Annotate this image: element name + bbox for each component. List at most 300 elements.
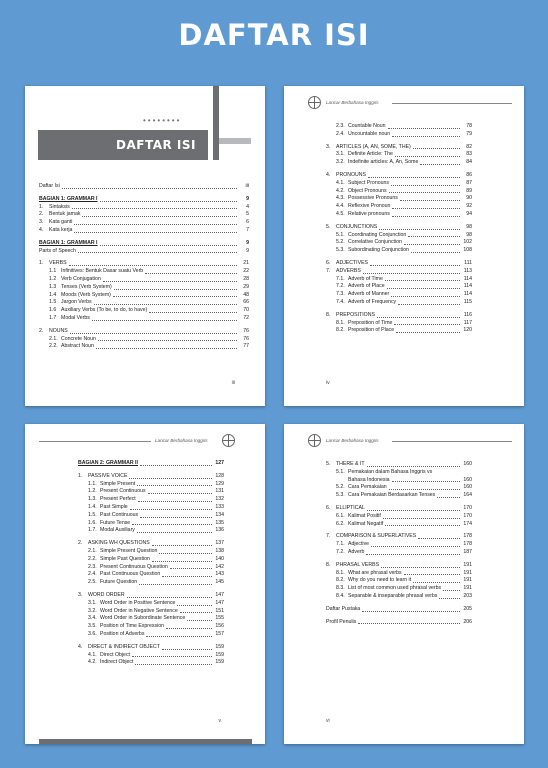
toc-row — [326, 159, 472, 167]
toc-leader-dots — [363, 273, 460, 274]
toc-leader-dots — [70, 333, 237, 334]
toc-leader-dots — [396, 332, 460, 333]
toc-row-number: 6.1. — [336, 512, 345, 519]
toc-page-1 — [25, 86, 265, 406]
toc-row-page: 140 — [215, 555, 224, 562]
toc-row-number: 1. — [39, 203, 44, 210]
toc-row-number: 2. — [39, 327, 44, 334]
toc-row-number: 7. — [326, 267, 331, 274]
toc-row — [326, 505, 472, 513]
toc-row-number: 1.2 — [49, 275, 57, 282]
toc-row-label: NOUNS — [49, 327, 68, 334]
toc-row — [326, 562, 472, 570]
toc-row-number: 1.5. — [88, 511, 97, 518]
toc-row-label: VERBS — [49, 260, 67, 267]
toc-row-number: 2.4. — [336, 130, 345, 137]
toc-row-number: 7.1. — [336, 541, 345, 548]
toc-leader-dots — [82, 216, 237, 217]
toc-row-page: 147 — [215, 599, 224, 606]
toc-row-page: 203 — [463, 592, 472, 599]
toc-row — [326, 195, 472, 203]
toc-row-number: 8. — [326, 311, 331, 318]
toc-leader-dots — [100, 201, 237, 202]
toc-row-page: 76 — [243, 335, 249, 342]
toc-row-page: 89 — [466, 187, 472, 194]
toc-row — [39, 276, 249, 284]
toc-row-number: 1.7. — [88, 527, 97, 534]
toc-leader-dots — [177, 605, 212, 606]
toc-row-label: BAGIAN 1: GRAMMAR I — [39, 239, 98, 246]
toc-leader-dots — [389, 489, 460, 490]
toc-row — [39, 204, 249, 212]
toc-leader-dots — [439, 598, 460, 599]
header-rule — [39, 441, 151, 442]
toc-row — [326, 570, 472, 578]
toc-leader-dots — [367, 466, 460, 467]
toc-row-number: 5.1. — [336, 231, 345, 238]
toc-leader-dots — [187, 620, 212, 621]
toc-leader-dots — [113, 296, 237, 297]
toc-leader-dots — [371, 546, 460, 547]
toc-page-4 — [284, 424, 524, 744]
toc-list — [284, 123, 524, 335]
toc-row — [78, 527, 224, 535]
toc-leader-dots — [387, 288, 460, 289]
toc-row-page: 157 — [215, 630, 224, 637]
toc-row-label: Present Perfect — [100, 496, 136, 503]
toc-row-number: 3. — [326, 143, 331, 150]
toc-row-label: Simple Present — [100, 480, 136, 487]
toc-leader-dots — [367, 510, 460, 511]
toc-leader-dots — [137, 532, 212, 533]
toc-row — [326, 239, 472, 247]
toc-row — [39, 240, 249, 248]
toc-leader-dots — [127, 597, 212, 598]
toc-row-label: Word Order in Negative Sentence — [100, 607, 178, 614]
toc-row — [78, 548, 224, 556]
toc-row-page: 9 — [246, 247, 249, 254]
toc-row — [326, 232, 472, 240]
toc-row-number: 3.2. — [88, 607, 97, 614]
page-number: v — [218, 718, 221, 724]
toc-leader-dots — [381, 567, 460, 568]
toc-row — [326, 606, 472, 614]
toc-leader-dots — [129, 478, 212, 479]
toc-leader-dots — [408, 236, 460, 237]
toc-leader-dots — [389, 192, 460, 193]
page-number: iii — [231, 380, 235, 386]
toc-row-label: Profil Penulis — [326, 618, 357, 625]
toc-row-number: 5.3. — [336, 247, 345, 254]
toc-row — [78, 512, 224, 520]
toc-row-page: 178 — [463, 541, 472, 548]
toc-row — [326, 549, 472, 557]
toc-row-label: Sintaksis — [49, 203, 70, 210]
toc-row-label: ELLIPTICAL — [336, 504, 365, 511]
toc-row-page: 9 — [246, 195, 249, 202]
toc-row-number: 5.2. — [336, 239, 345, 246]
toc-row-label: Kata kerja — [49, 226, 73, 233]
globe-logo-icon — [308, 96, 321, 109]
toc-row-page: 7 — [246, 226, 249, 233]
toc-row-label: Bahasa Indonesia — [348, 476, 390, 483]
running-head: Lancar Berbahasa Inggris — [326, 438, 379, 443]
toc-row-number: 2.3. — [88, 563, 97, 570]
toc-row-page: 111 — [464, 259, 472, 266]
toc-row-label: Countable Noun — [348, 123, 386, 129]
toc-leader-dots — [443, 590, 460, 591]
toc-leader-dots — [418, 538, 460, 539]
toc-row — [39, 248, 249, 256]
toc-row — [326, 521, 472, 529]
toc-row-number: 1.7 — [49, 314, 57, 321]
toc-row-label: PASSIVE VOICE — [88, 472, 128, 479]
toc-row-label: Kalimat Negatif — [348, 520, 384, 527]
toc-row-label: PHRASAL VERBS — [336, 561, 380, 568]
toc-row-page: 160 — [463, 484, 472, 491]
toc-row-number: 1.6 — [49, 307, 57, 314]
decorative-horizontal-bar — [219, 138, 251, 144]
toc-leader-dots — [370, 265, 460, 266]
toc-leader-dots — [145, 273, 237, 274]
toc-leader-dots — [391, 296, 460, 297]
toc-leader-dots — [400, 200, 460, 201]
toc-leader-dots — [98, 340, 237, 341]
toc-row-page: 191 — [463, 569, 472, 576]
toc-leader-dots — [420, 164, 460, 165]
toc-row-number: 4.5. — [336, 210, 345, 217]
toc-row-page: 131 — [215, 488, 224, 495]
toc-row-page: 145 — [215, 579, 224, 586]
toc-row-page: 191 — [463, 585, 472, 592]
toc-row-label: Preposition of Place — [348, 327, 395, 334]
toc-leader-dots — [78, 252, 237, 253]
toc-row-label: Past Simple — [100, 503, 128, 510]
toc-row-page: 136 — [215, 527, 224, 534]
toc-leader-dots — [394, 324, 460, 325]
toc-leader-dots — [413, 148, 460, 149]
toc-row-number: 3.4. — [88, 615, 97, 622]
toc-leader-dots — [139, 584, 212, 585]
toc-row-page: 87 — [466, 179, 472, 186]
toc-row-label: Moods (Verb System) — [61, 291, 111, 298]
running-head: Lancar Berbahasa Inggris — [326, 100, 379, 105]
toc-row-label: Kalimat Positif — [348, 512, 381, 519]
toc-row-number: 3. — [78, 591, 83, 598]
toc-row-number: 4. — [39, 226, 44, 233]
toc-row — [326, 320, 472, 328]
toc-row-number: 4.1. — [336, 179, 345, 186]
toc-row — [39, 196, 249, 204]
toc-row-number: 6. — [326, 259, 331, 266]
toc-row-page: 22 — [243, 268, 249, 275]
toc-row — [78, 460, 224, 468]
toc-row-label: Daftar Isi — [39, 183, 60, 189]
toc-row-label: Verb Conjugation — [61, 275, 101, 282]
toc-row-page: 170 — [463, 512, 472, 519]
toc-leader-dots — [392, 136, 460, 137]
toc-row-page: 174 — [463, 520, 472, 527]
toc-row — [326, 203, 472, 211]
toc-row — [326, 144, 472, 152]
toc-row-number: 6.2. — [336, 520, 345, 527]
toc-row-page: 115 — [463, 298, 472, 305]
toc-row-label: Position of Adverbs — [100, 630, 145, 637]
toc-row-label: Position of Time Expression — [100, 623, 165, 630]
toc-row-number: 4.2. — [336, 187, 345, 194]
toc-page-2 — [284, 86, 524, 406]
toc-row-number: 7.1. — [336, 275, 345, 282]
toc-row-page: 205 — [463, 605, 472, 612]
toc-row-number: 2.1. — [49, 335, 58, 342]
toc-leader-dots — [146, 636, 212, 637]
toc-row — [39, 328, 249, 336]
toc-row-number: 5.2. — [336, 484, 345, 491]
toc-leader-dots — [413, 582, 460, 583]
toc-row — [39, 183, 249, 191]
toc-leader-dots — [434, 474, 460, 475]
toc-row-page: 191 — [463, 577, 472, 584]
toc-row-page: 48 — [243, 291, 249, 298]
toc-list — [284, 461, 524, 626]
toc-row-page: 142 — [215, 563, 224, 570]
toc-row — [39, 260, 249, 268]
toc-leader-dots — [388, 128, 461, 129]
toc-row-number: 3.1. — [336, 151, 345, 158]
toc-row-number: 4.1. — [88, 651, 97, 658]
toc-row-number: 2.3. — [336, 123, 345, 129]
toc-row-label: Bentuk jamak — [49, 211, 81, 218]
toc-row-number: 7. — [326, 533, 331, 540]
toc-row-label: Adverb of Time — [348, 275, 383, 282]
toc-row-page: 66 — [243, 299, 249, 306]
toc-row-page: 129 — [215, 480, 224, 487]
toc-row — [326, 211, 472, 219]
toc-row-number: 4. — [326, 171, 331, 178]
toc-row-number: 1.4 — [49, 291, 57, 298]
toc-row-page: 159 — [215, 651, 224, 658]
toc-row — [326, 577, 472, 585]
toc-row-label: PRONOUNS — [336, 171, 366, 178]
toc-row-label: Relative pronouns — [348, 210, 390, 217]
toc-leader-dots — [135, 664, 212, 665]
toc-row-number: 1.6. — [88, 519, 97, 526]
toc-leader-dots — [377, 317, 460, 318]
toc-row-page: 187 — [463, 548, 472, 555]
toc-row-page: 98 — [466, 223, 472, 230]
toc-row — [326, 299, 472, 307]
toc-row — [326, 123, 472, 131]
toc-row-label: Indefinite articles: A, An, Some — [348, 159, 419, 166]
toc-row-number: 8.1. — [336, 569, 345, 576]
toc-row — [326, 533, 472, 541]
toc-leader-dots — [96, 348, 237, 349]
running-head: Lancar Berbahasa Inggris — [155, 438, 208, 443]
toc-row-number: 6. — [326, 504, 331, 511]
toc-row-page: 191 — [463, 561, 472, 568]
header-title: DAFTAR ISI — [178, 18, 370, 52]
toc-row-number: 1.2. — [88, 488, 97, 495]
toc-row-page: 137 — [215, 540, 224, 547]
toc-row-label: List of most common used phrasal verbs — [348, 585, 442, 592]
toc-row-page: 72 — [243, 314, 249, 321]
toc-leader-dots — [392, 216, 460, 217]
toc-row-number: 5.3. — [336, 492, 345, 499]
toc-row — [326, 461, 472, 469]
toc-row-label: Indirect Object — [100, 659, 134, 666]
toc-row — [326, 585, 472, 593]
toc-row-label: Past Continuous Question — [100, 571, 161, 578]
toc-row — [78, 496, 224, 504]
toc-row — [326, 131, 472, 139]
toc-row-page: 132 — [215, 496, 224, 503]
header-rule — [392, 441, 512, 442]
toc-row-page: 90 — [466, 195, 472, 202]
toc-leader-dots — [362, 611, 460, 612]
toc-row-number: 8.2. — [336, 327, 345, 334]
toc-row-number: 4.3. — [336, 195, 345, 202]
toc-row — [78, 579, 224, 587]
toc-row-page: 159 — [215, 643, 224, 650]
toc-row-label: ADJECTIVES — [336, 259, 368, 266]
toc-row-number: 8.1. — [336, 319, 345, 326]
toc-row — [78, 652, 224, 660]
toc-row — [326, 593, 472, 601]
toc-row-page: 114 — [463, 275, 472, 282]
toc-row — [326, 492, 472, 500]
toc-list — [25, 178, 265, 351]
toc-leader-dots — [162, 576, 212, 577]
toc-row-page: 113 — [463, 267, 472, 274]
toc-row-page: 83 — [466, 151, 472, 158]
toc-leader-dots — [170, 568, 212, 569]
toc-row — [78, 659, 224, 667]
toc-row — [39, 315, 249, 323]
toc-list — [25, 460, 265, 667]
toc-row-page: 170 — [463, 504, 472, 511]
toc-row — [326, 260, 472, 268]
toc-row-page: 114 — [463, 291, 472, 298]
decorative-vertical-bar — [213, 86, 219, 160]
toc-leader-dots — [411, 252, 460, 253]
toc-row — [39, 292, 249, 300]
globe-logo-icon — [308, 434, 321, 447]
toc-row — [326, 283, 472, 291]
toc-row — [39, 268, 249, 276]
toc-row-label: Adverb of Frequency — [348, 298, 397, 305]
toc-row-label: ASKING WH QUESTIONS — [88, 540, 150, 547]
toc-row-page: 84 — [466, 159, 472, 166]
toc-leader-dots — [148, 493, 212, 494]
toc-row-number: 5. — [326, 223, 331, 230]
toc-row-number: 4.2. — [88, 659, 97, 666]
toc-row-number: 5. — [326, 461, 331, 467]
toc-row-number: 4. — [78, 643, 83, 650]
toc-leader-dots — [100, 245, 237, 246]
toc-row-number: 1.4. — [88, 503, 97, 510]
toc-row — [326, 151, 472, 159]
decorative-dots: •••••••• — [143, 116, 182, 125]
toc-row — [326, 477, 472, 485]
toc-row-page: 117 — [463, 319, 472, 326]
toc-row-page: 116 — [463, 311, 472, 318]
toc-row — [326, 484, 472, 492]
toc-leader-dots — [130, 509, 212, 510]
toc-row-page: 127 — [215, 460, 224, 466]
toc-row-number: 1.3 — [49, 283, 57, 290]
toc-row — [78, 623, 224, 631]
toc-row-label: THERE & IT — [336, 461, 365, 467]
toc-row-page: 92 — [466, 203, 472, 210]
toc-row-number: 5.1. — [336, 468, 345, 475]
toc-row-page: 143 — [215, 571, 224, 578]
toc-row — [326, 327, 472, 335]
toc-row-label: COMPARISON & SUPERLATIVES — [336, 533, 417, 540]
toc-row-number: 8.2. — [336, 577, 345, 584]
toc-row-number: 2.2. — [49, 343, 58, 350]
toc-leader-dots — [392, 208, 460, 209]
toc-leader-dots — [379, 229, 460, 230]
toc-row-number: 1. — [39, 260, 44, 267]
toc-row — [326, 172, 472, 180]
toc-row-page: 134 — [215, 511, 224, 518]
toc-row-label: Coordinating Conjunction — [348, 231, 407, 238]
toc-leader-dots — [132, 656, 212, 657]
toc-row-number: 2.5. — [88, 579, 97, 586]
toc-row-label: Present Continuous Question — [100, 563, 168, 570]
toc-leader-dots — [398, 304, 460, 305]
toc-row-page: 79 — [466, 130, 472, 137]
toc-row-number: 2. — [39, 211, 44, 218]
toc-row-page: 156 — [215, 623, 224, 630]
toc-leader-dots — [62, 188, 237, 189]
toc-row — [326, 541, 472, 549]
toc-row — [326, 312, 472, 320]
toc-row-number: 8.3. — [336, 585, 345, 592]
toc-leader-dots — [140, 465, 212, 466]
toc-row — [326, 276, 472, 284]
toc-row — [326, 180, 472, 188]
toc-row-label: Future Tense — [100, 519, 131, 526]
toc-row — [78, 615, 224, 623]
toc-row-label: Subject Pronouns — [348, 179, 389, 186]
toc-row-label: Pemakaian dalam Bahasa Inggris vs — [348, 468, 433, 475]
toc-row-page: 6 — [246, 219, 249, 226]
toc-row-label: Kata ganti — [49, 219, 73, 226]
toc-row-label: Modal Auxiliary — [100, 527, 135, 534]
toc-row — [78, 520, 224, 528]
toc-row — [326, 188, 472, 196]
toc-leader-dots — [140, 517, 212, 518]
toc-row-page: 151 — [215, 607, 224, 614]
toc-leader-dots — [166, 628, 212, 629]
toc-row — [39, 343, 249, 351]
toc-leader-dots — [368, 177, 460, 178]
toc-row-number: 1. — [78, 472, 83, 479]
toc-row-number: 3. — [39, 219, 44, 226]
toc-row — [39, 299, 249, 307]
toc-leader-dots — [392, 481, 460, 482]
toc-leader-dots — [366, 554, 460, 555]
toc-leader-dots — [437, 497, 460, 498]
toc-row — [78, 540, 224, 548]
toc-leader-dots — [69, 265, 237, 266]
toc-leader-dots — [103, 281, 237, 282]
toc-leader-dots — [137, 485, 212, 486]
toc-row-page: 5 — [246, 211, 249, 218]
toc-row-page: 138 — [215, 547, 224, 554]
toc-row-page: 155 — [215, 615, 224, 622]
